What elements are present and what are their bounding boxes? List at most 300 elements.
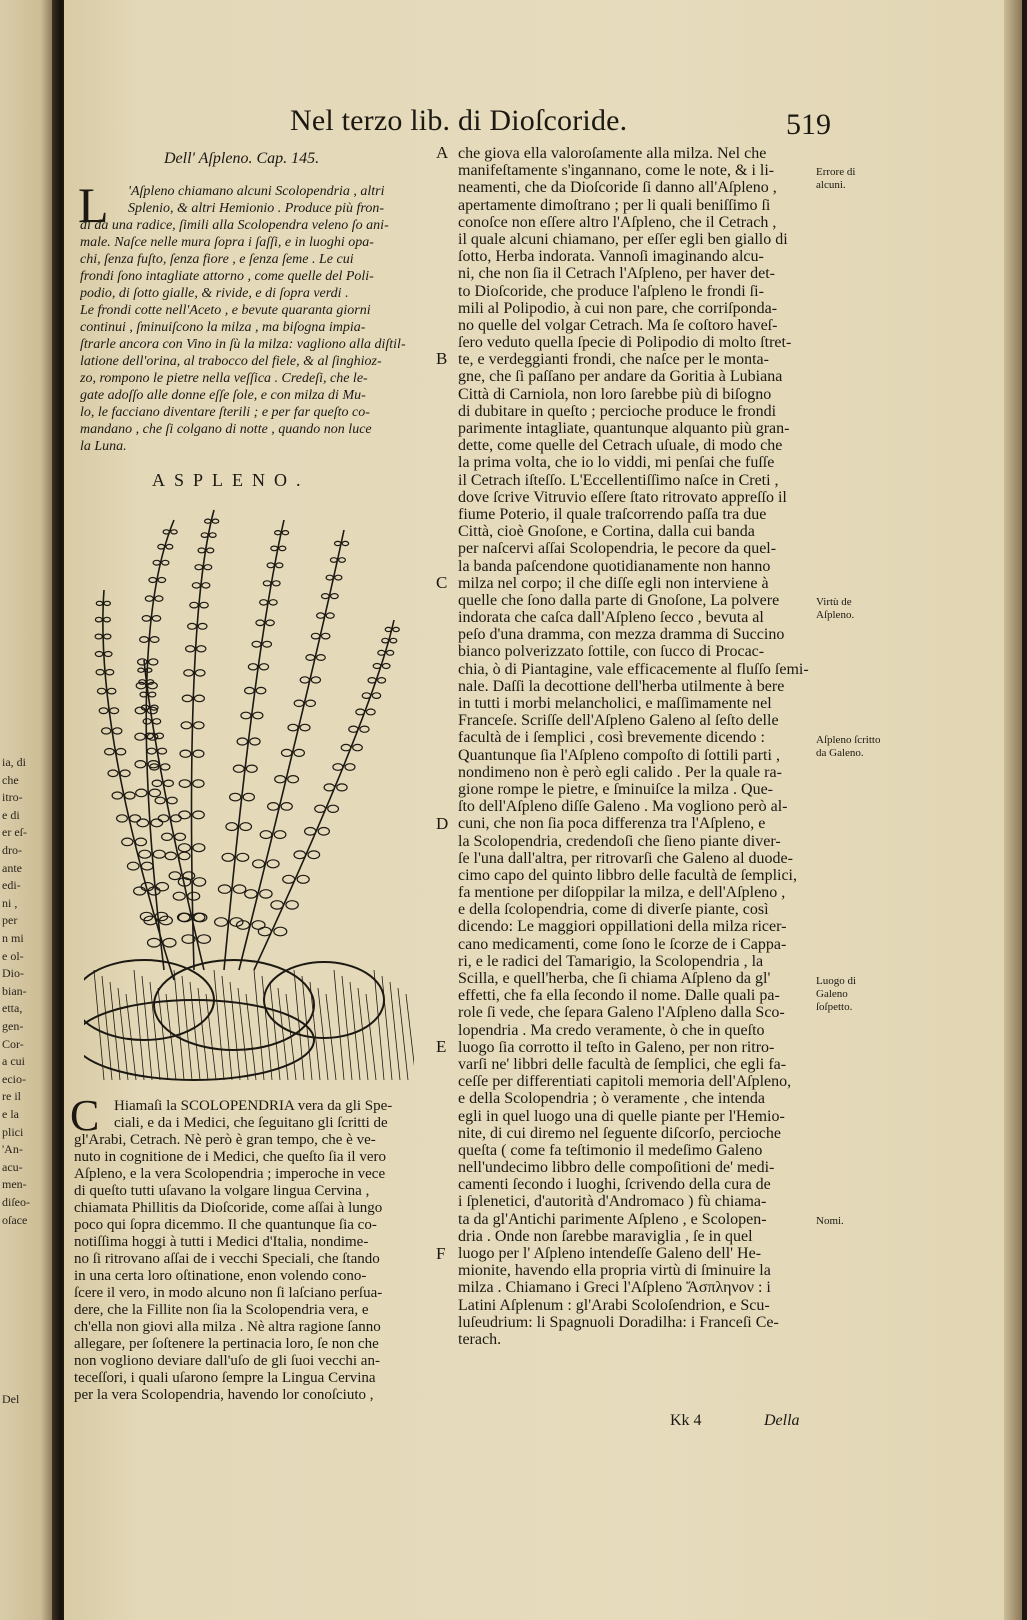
hatching-line xyxy=(198,988,208,1080)
text-line: e della ſcolopendria, come di diverſe piante, così xyxy=(458,901,769,919)
fern-pinna xyxy=(339,558,346,563)
hatching-line xyxy=(398,988,408,1080)
text-line: continui , ſminuiſcono la milza , ma biſogna impia- xyxy=(80,320,366,335)
fern-pinna xyxy=(322,594,330,599)
fern-pinna xyxy=(276,563,283,568)
fern-pinna xyxy=(252,641,261,647)
text-line: effetti, che fa ella ſecondo il nome. Dalle quali pa- xyxy=(458,987,780,1005)
text-line: te, e verdeggianti frondi, che naſce per le monta- xyxy=(458,351,769,369)
fern-pinna xyxy=(97,688,105,694)
text-line: parimente intagliate, quantunque alquanto più gran- xyxy=(458,420,790,437)
fern-pinna xyxy=(95,617,102,622)
fern-pinna xyxy=(305,828,316,836)
fern-pinna xyxy=(382,638,389,643)
fern-pinna xyxy=(186,646,195,652)
fern-pinna xyxy=(237,738,247,745)
fern-pinna xyxy=(378,678,386,683)
facing-page-fragment: plici xyxy=(2,1124,24,1139)
fern-pinna xyxy=(138,668,144,672)
fern-pinna xyxy=(253,712,263,719)
text-line: Splenio, & altri Hemionio . Produce più fron- xyxy=(128,201,384,216)
fern-pinna xyxy=(137,819,149,827)
text-line: nite, di cui diremo nel ſeguente diſcorſo, percioche xyxy=(458,1124,781,1142)
fern-pinna xyxy=(198,935,211,944)
hatching-line xyxy=(382,976,392,1080)
fern-pinna xyxy=(306,655,315,661)
fern-pinna xyxy=(362,693,370,699)
fern-pinna xyxy=(245,890,257,898)
text-line: chiamata Phillitis da Dioſcoride, come aſſai à lungo xyxy=(74,1200,383,1216)
text-line: per la vera Scolopendria, havendo lor conoſciuto , xyxy=(74,1387,374,1403)
fern-pinna xyxy=(147,748,156,754)
fern-pinna xyxy=(158,578,166,583)
hatching-line xyxy=(246,994,256,1080)
text-line: lopendria . Ma credo veramente, ò che in queſto xyxy=(458,1021,765,1039)
fern-pinna xyxy=(333,764,343,771)
text-line: ta da gl'Antichi parimente Aſpleno , e Scolopen- xyxy=(458,1210,767,1228)
fern-pinna xyxy=(122,838,133,846)
fern-pinna xyxy=(194,695,204,702)
facing-page-fragment: dro- xyxy=(2,843,22,857)
fern-pinna xyxy=(117,815,128,822)
fern-pinna xyxy=(275,531,281,535)
fern-pinna xyxy=(267,860,279,868)
fern-pinna xyxy=(194,722,204,729)
fern-pinna xyxy=(193,811,205,819)
text-line: no ſi ritrovano aſſai de i vecchi Speciali, che ſtando xyxy=(74,1251,380,1267)
fern-pinna xyxy=(95,634,102,639)
facing-page-fragment: a cui xyxy=(2,1054,25,1069)
fern-pinna xyxy=(149,659,158,665)
fern-pinna xyxy=(279,546,286,551)
fern-pinna xyxy=(195,565,203,570)
fern-pinna xyxy=(167,797,177,804)
fern-pinna xyxy=(382,664,390,669)
text-line: terach. xyxy=(458,1330,502,1348)
text-line: fiume Poterio, il quale traſcorrendo paſſa tra due xyxy=(458,505,767,523)
text-line: chi, ſenza fuſto, ſenza fiore , e ſenza ſeme . Le cui xyxy=(80,252,354,267)
hatching-line xyxy=(214,970,224,1080)
fern-pinna xyxy=(233,765,244,772)
fern-pinna xyxy=(149,692,156,697)
text-line: podio, di ſotto gialle, & rivide, e di ſopra verdi . xyxy=(80,286,349,301)
fern-pinna xyxy=(390,638,397,643)
facing-page-fragment: etta, xyxy=(2,1001,23,1016)
fern-pinna xyxy=(209,533,216,538)
illustration-caption: ASPLENO. xyxy=(152,470,310,490)
hatching-line xyxy=(118,988,128,1080)
text-line: lo, le facciano diventare ſterili ; e per far queſto co- xyxy=(80,405,370,420)
text-line: to Dioſcoride, che produce l'aſpleno le frondi ſi- xyxy=(458,282,764,300)
fern-frond-stem xyxy=(192,510,215,970)
fern-pinna xyxy=(162,560,169,565)
fern-pinna xyxy=(193,780,204,788)
text-line: ſe l'una dall'altra, per ritrovarſi che Galeno al duode- xyxy=(458,849,793,867)
text-line: allegare, per ſoſtenere la pertinacia loro, ſe non che xyxy=(74,1336,379,1352)
fern-pinna xyxy=(387,650,394,655)
hatching-line xyxy=(262,976,272,1080)
fern-pinna xyxy=(241,712,251,719)
facing-page-fragment: men- xyxy=(2,1177,27,1192)
running-head: Nel terzo lib. di Dioſcoride. xyxy=(290,104,628,137)
facing-page-edge xyxy=(0,0,58,1620)
hatching-line xyxy=(406,994,414,1080)
text-line: il Cetrach iſteſſo. L'Eccellentiſſimo naſce in Creti , xyxy=(458,471,779,489)
fern-pinna xyxy=(282,749,292,756)
fern-pinna xyxy=(106,670,114,675)
text-line: manifeſtamente s'ingannano, come le note, & i li- xyxy=(458,162,775,180)
text-line: dette, come quelle del Cetrach uſuale, di modo che xyxy=(458,437,783,455)
fern-pinna xyxy=(162,833,173,840)
fern-pinna xyxy=(110,708,119,714)
facing-page-fragment: bian- xyxy=(2,983,27,998)
text-line: cuni, che non ſia poca differenza tra l'Aſpleno, e xyxy=(458,815,766,833)
hatching-line xyxy=(270,982,280,1080)
fern-pinna xyxy=(198,623,207,629)
fern-pinna xyxy=(193,878,205,886)
text-line: indorata che caſca dall'Aſpleno ſecco , bevuta al xyxy=(458,609,764,627)
fern-pinna xyxy=(141,862,153,870)
facing-page-fragment: e la xyxy=(2,1107,19,1121)
fern-pinna xyxy=(158,544,165,549)
fern-pinna xyxy=(273,581,281,586)
fern-pinna xyxy=(149,578,157,583)
chapter-title: Dell' Aſpleno. Cap. 145. xyxy=(164,150,320,167)
text-line: cano medicamenti, come ſono le ſcorze de i Cappa- xyxy=(458,935,787,953)
hatching-line xyxy=(182,976,192,1080)
fern-pinna xyxy=(294,851,306,859)
fern-pinna xyxy=(193,844,205,852)
section-letter: F xyxy=(436,1243,446,1263)
fern-pinna xyxy=(104,617,111,622)
facing-page-fragment: edi- xyxy=(2,878,21,893)
fern-pinna xyxy=(317,613,325,618)
fern-pinna xyxy=(155,596,163,601)
fern-pinna xyxy=(135,733,145,740)
hatching-line xyxy=(222,976,232,1080)
fern-pinna xyxy=(269,600,277,605)
hatching-line xyxy=(390,982,400,1080)
fern-pinna xyxy=(152,780,162,786)
fern-pinna xyxy=(95,652,103,657)
fern-pinna xyxy=(166,544,173,549)
fern-pinna xyxy=(127,862,139,870)
fern-pinna xyxy=(120,770,130,777)
margin-note: Luogo di Galeno ſoſpetto. xyxy=(816,974,857,1013)
fern-pinna xyxy=(311,633,319,639)
text-line: non vogliono deviare dall'uſo de gli ſuoi vecchi an- xyxy=(74,1353,380,1369)
hatching-line xyxy=(342,976,352,1080)
facing-page-fragment: per xyxy=(2,913,18,928)
hatching-line xyxy=(102,976,112,1080)
text-line: teceſſori, i quali uſarono ſempre la Lingua Cervina xyxy=(74,1370,376,1386)
text-line: gione rompe le pietre, e ſminuiſce la milza . Que- xyxy=(458,780,773,798)
section-letter: B xyxy=(436,349,448,369)
fern-pinna xyxy=(215,918,228,927)
fern-pinna xyxy=(324,784,334,791)
text-line: notiſſima hoggi à tutti i Medici d'Italia, nondime- xyxy=(74,1234,369,1250)
fern-pinna xyxy=(263,581,271,586)
text-line: il quale alcuni chiamano, per eſſer egli ben giallo di xyxy=(458,230,788,248)
fern-pinna xyxy=(201,533,208,538)
fern-pinna xyxy=(322,633,330,639)
facing-page-fragment: ecio- xyxy=(2,1071,26,1086)
hatching-line xyxy=(238,988,248,1080)
text-line: gl'Arabi, Cetrach. Nè però è gran tempo, che è ve- xyxy=(74,1132,376,1148)
fern-pinna xyxy=(274,927,287,936)
fern-pinna xyxy=(165,852,176,860)
fern-pinna xyxy=(250,738,260,745)
fern-pinna xyxy=(288,776,299,783)
fern-pinna xyxy=(116,749,126,755)
text-line: nuto in cognitione de i Medici, che queſto ſia il vero xyxy=(74,1149,387,1165)
fern-pinna xyxy=(246,765,257,772)
fern-pinna xyxy=(349,726,358,732)
page-number: 519 xyxy=(786,108,831,141)
fern-pinna xyxy=(335,575,342,580)
text-line: facultà de i ſemplici , così brevemente dicendo : xyxy=(458,729,765,747)
section-letter: A xyxy=(436,143,449,162)
fern-pinna xyxy=(155,733,163,739)
text-line: Hiamaſi la SCOLOPENDRIA vera da gli Spe- xyxy=(114,1098,393,1114)
hatching-line xyxy=(254,970,264,1080)
fern-pinna xyxy=(164,780,174,786)
text-line: Città di Carniola, non loro ſarebbe più di biſogno xyxy=(458,385,772,403)
fern-pinna xyxy=(274,831,286,839)
fern-pinna xyxy=(108,770,118,777)
facing-page-fragment: oſace xyxy=(2,1212,28,1227)
fern-pinna xyxy=(134,887,146,895)
fern-pinna xyxy=(112,792,122,799)
fern-pinna xyxy=(378,650,385,655)
text-line: in tutti i morbi melancholici, e maſſimamente nel xyxy=(458,695,772,712)
fern-pinna xyxy=(260,890,272,898)
fern-pinna xyxy=(175,833,186,840)
facing-page-fragment: diſeo- xyxy=(2,1195,30,1209)
fern-pinna xyxy=(153,560,160,565)
catchword: Della xyxy=(764,1412,800,1429)
text-line: di da una radice, ſimili alla Scolopendra veleno ſo ani- xyxy=(80,218,389,233)
fern-pinna xyxy=(308,851,320,859)
text-line: milza . Chiamano i Greci l'Aſpleno Ἄσπληνον : i xyxy=(458,1279,771,1297)
fern-pinna xyxy=(341,744,351,750)
fern-pinna xyxy=(145,596,153,601)
fern-pinna xyxy=(372,693,380,699)
facing-page-fragment: e ol- xyxy=(2,948,24,963)
fern-pinna xyxy=(104,634,111,639)
fern-pinna xyxy=(202,583,210,588)
fern-pinna xyxy=(171,815,181,822)
text-line: ſotto, Herba indorata. Vannoſi imaginando alcu- xyxy=(458,248,764,266)
fern-pinna xyxy=(178,844,190,852)
fern-pinna xyxy=(149,789,160,797)
fern-pinna xyxy=(158,748,167,754)
text-line: ſero veduto quella ſpecie di Polipodio di molto ſtret- xyxy=(458,334,792,352)
fern-pinna xyxy=(102,728,111,734)
hatching-line xyxy=(134,970,144,1080)
fern-pinna xyxy=(335,541,341,545)
text-line: gne, che ſi paſſano per andare da Goritia à Lubiana xyxy=(458,368,783,386)
fern-pinna xyxy=(218,885,230,893)
fern-pinna xyxy=(256,687,266,693)
fern-pinna xyxy=(180,750,191,757)
hatching-line xyxy=(286,994,296,1080)
fern-pinna xyxy=(136,789,147,797)
facing-page-fragment: che xyxy=(2,772,19,787)
fern-pinna xyxy=(163,938,176,947)
hatching-line xyxy=(318,988,328,1080)
text-line: cimo capo del quinto libbro delle facultà de ſemplici, xyxy=(458,866,797,884)
fern-pinna xyxy=(152,616,160,622)
fern-pinna xyxy=(184,670,194,676)
facing-page-fragment: ia, di xyxy=(2,755,26,769)
fern-pinna xyxy=(253,860,265,868)
text-line: apertamente dimoſtrano ; per li quali beniſſimo ſi xyxy=(458,196,771,214)
text-line: ni, che non ſia il Cetrach l'Aſpleno, per haver det- xyxy=(458,265,775,283)
fern-pinna xyxy=(275,776,286,783)
hatching-line xyxy=(190,982,200,1080)
fern-frond-stem xyxy=(239,530,344,970)
fern-frond-stem xyxy=(254,620,394,970)
fern-pinna xyxy=(283,875,295,883)
text-line: poco qui ſopra dicemmo. Il che quantunque ſia co- xyxy=(74,1217,377,1233)
margin-note: Virtù de Aſpleno. xyxy=(816,596,855,622)
fern-pinna xyxy=(271,901,283,909)
fern-pinna xyxy=(233,885,245,893)
drop-cap-initial: C xyxy=(70,1091,100,1140)
hatching-line xyxy=(110,982,120,1080)
fern-pinna xyxy=(143,719,151,724)
text-line: dria . Onde non ſarebbe maraviglia , ſe in quel xyxy=(458,1227,753,1245)
text-line: Le frondi cotte nell'Aceto , e bevute quaranta giorni xyxy=(80,303,371,318)
text-line: ſcere il vero, in modo alcuno non ſi laſciano perſua- xyxy=(74,1285,383,1301)
dioscorides-text xyxy=(80,183,498,455)
text-line: egli in quel luogo una di quelle piante per l'Hemio- xyxy=(458,1107,785,1125)
fern-pinna xyxy=(300,724,310,731)
text-line: i ſplenetici, d'autorità d'Andromaco ) fù chiama- xyxy=(458,1193,767,1211)
text-line: nell'undecimo libbro delle compoſitioni de' medi- xyxy=(458,1159,775,1177)
fern-pinna xyxy=(267,563,274,568)
text-line: ri, e le radici del Tamarigio, la Scolopendria , la xyxy=(458,952,764,970)
fern-pinna xyxy=(207,548,214,553)
fern-pinna xyxy=(260,600,268,605)
fern-woodcut-illustration xyxy=(84,500,414,1090)
text-line: bianco polverizzato ſottile, con ſucco di Procac- xyxy=(458,643,765,661)
fern-pinna xyxy=(306,700,316,706)
fern-pinna xyxy=(96,670,104,675)
text-line: ciali, e da i Medici, che ſeguitano gli ſcritti de xyxy=(114,1115,388,1131)
hatching-line xyxy=(374,970,384,1080)
text-line: luſeudrium: li Spagnuoli Doradilha: i Franceſi Ce- xyxy=(458,1313,779,1331)
drop-cap-initial: L xyxy=(78,177,109,233)
fern-pinna xyxy=(260,831,272,839)
text-line: chia, ò di Piantagine, vale efficacemente al fluſſo ſemi- xyxy=(458,660,809,678)
hatching-line xyxy=(142,976,152,1080)
fern-pinna xyxy=(385,627,391,631)
fern-pinna xyxy=(193,750,204,757)
text-line: ceſſe per differentiati capitoli memoria dell'Aſpleno, xyxy=(458,1073,792,1091)
fern-pinna xyxy=(135,838,146,846)
fern-pinna xyxy=(258,927,271,936)
fern-pinna xyxy=(266,620,274,626)
facing-page-fragment: er eſ- xyxy=(2,825,27,840)
text-line: in una certa loro oſtinatione, enon volendo cono- xyxy=(74,1268,367,1284)
hatching-line xyxy=(334,970,344,1080)
fern-pinna xyxy=(243,793,254,801)
fern-pinna xyxy=(356,709,365,715)
signature-mark: Kk 4 xyxy=(670,1412,702,1429)
fern-pinna xyxy=(179,811,191,819)
fern-pinna xyxy=(198,548,205,553)
fern-pinna xyxy=(142,616,150,622)
fern-pinna xyxy=(288,724,298,731)
fern-pinna xyxy=(226,823,238,831)
fern-pinna xyxy=(204,565,212,570)
text-line: ch'ella non giovi alla milza . Nè altra ragione ſanno xyxy=(74,1319,381,1335)
facing-page-fragment: itro- xyxy=(2,790,23,805)
text-line: frondi ſono intagliate attorno , come quelle del Poli- xyxy=(80,269,374,284)
text-line: per naſcervi aſſai Scolopendria, le pecore da quel- xyxy=(458,540,777,558)
facing-page-fragment: re il xyxy=(2,1089,21,1104)
text-line: mionite, havendo ella propria virtù di ſminuire la xyxy=(458,1262,771,1280)
text-line: neamenti, che da Dioſcoride ſi danno all'Aſpleno , xyxy=(458,179,777,197)
fern-pinna xyxy=(342,541,348,545)
text-line: male. Naſce nelle mura ſopra i ſaſſi, e in luoghi opa- xyxy=(80,235,374,250)
fern-pinna xyxy=(178,913,190,921)
fern-pinna xyxy=(99,708,108,714)
text-line: peſo d'una dramma, con mezza dramma di Succino xyxy=(458,626,785,644)
margin-note: Errore di alcuni. xyxy=(816,166,856,192)
fern-pinna xyxy=(256,620,264,626)
fern-pinna xyxy=(105,749,115,755)
fern-pinna xyxy=(368,678,376,683)
fern-pinna xyxy=(212,519,218,523)
fern-pinna xyxy=(197,646,206,652)
fern-pinna xyxy=(230,793,241,801)
hatching-line xyxy=(206,994,216,1080)
fern-pinna xyxy=(171,530,177,534)
fern-pinna xyxy=(135,761,146,768)
fern-pinna xyxy=(263,641,272,647)
fern-pinna xyxy=(268,803,279,811)
text-line: nondimeno non è però egli calido . Per la quale ra- xyxy=(458,763,782,781)
fern-pinna xyxy=(366,709,375,715)
fern-pinna xyxy=(328,805,339,812)
facing-page-fragment: e di xyxy=(2,807,20,822)
text-line: 'Aſpleno chiamano alcuni Scolopendria , altri xyxy=(128,184,385,199)
facing-page-fragment: gen- xyxy=(2,1019,24,1033)
fern-pinna xyxy=(148,938,161,947)
fern-pinna xyxy=(222,853,234,861)
fern-pinna xyxy=(281,803,292,811)
fern-pinna xyxy=(326,613,334,618)
hatching-line xyxy=(358,988,368,1080)
text-line: di dubitare in queſto ; percioche produce le frondi xyxy=(458,402,777,420)
page-fore-edge xyxy=(1004,0,1022,1620)
facing-page-fragment: Cor- xyxy=(2,1036,24,1051)
text-line: dove ſcrive Vitruvio eſſere ſtato ritrovato appreſſo il xyxy=(458,488,787,506)
fern-pinna xyxy=(326,575,333,580)
text-line: luogo ſia corrotto il teſto in Galeno, per non ritro- xyxy=(458,1038,775,1056)
fern-pinna xyxy=(294,700,304,706)
fern-pinna xyxy=(179,852,190,860)
facing-page-fragment: ni , xyxy=(2,895,18,910)
hatching-line xyxy=(294,970,304,1080)
fern-pinna xyxy=(271,546,278,551)
text-line: mili al Polipodio, à cui non pare, che corriſponda- xyxy=(458,299,778,317)
fern-pinna xyxy=(294,749,304,756)
fern-pinna xyxy=(195,670,205,676)
